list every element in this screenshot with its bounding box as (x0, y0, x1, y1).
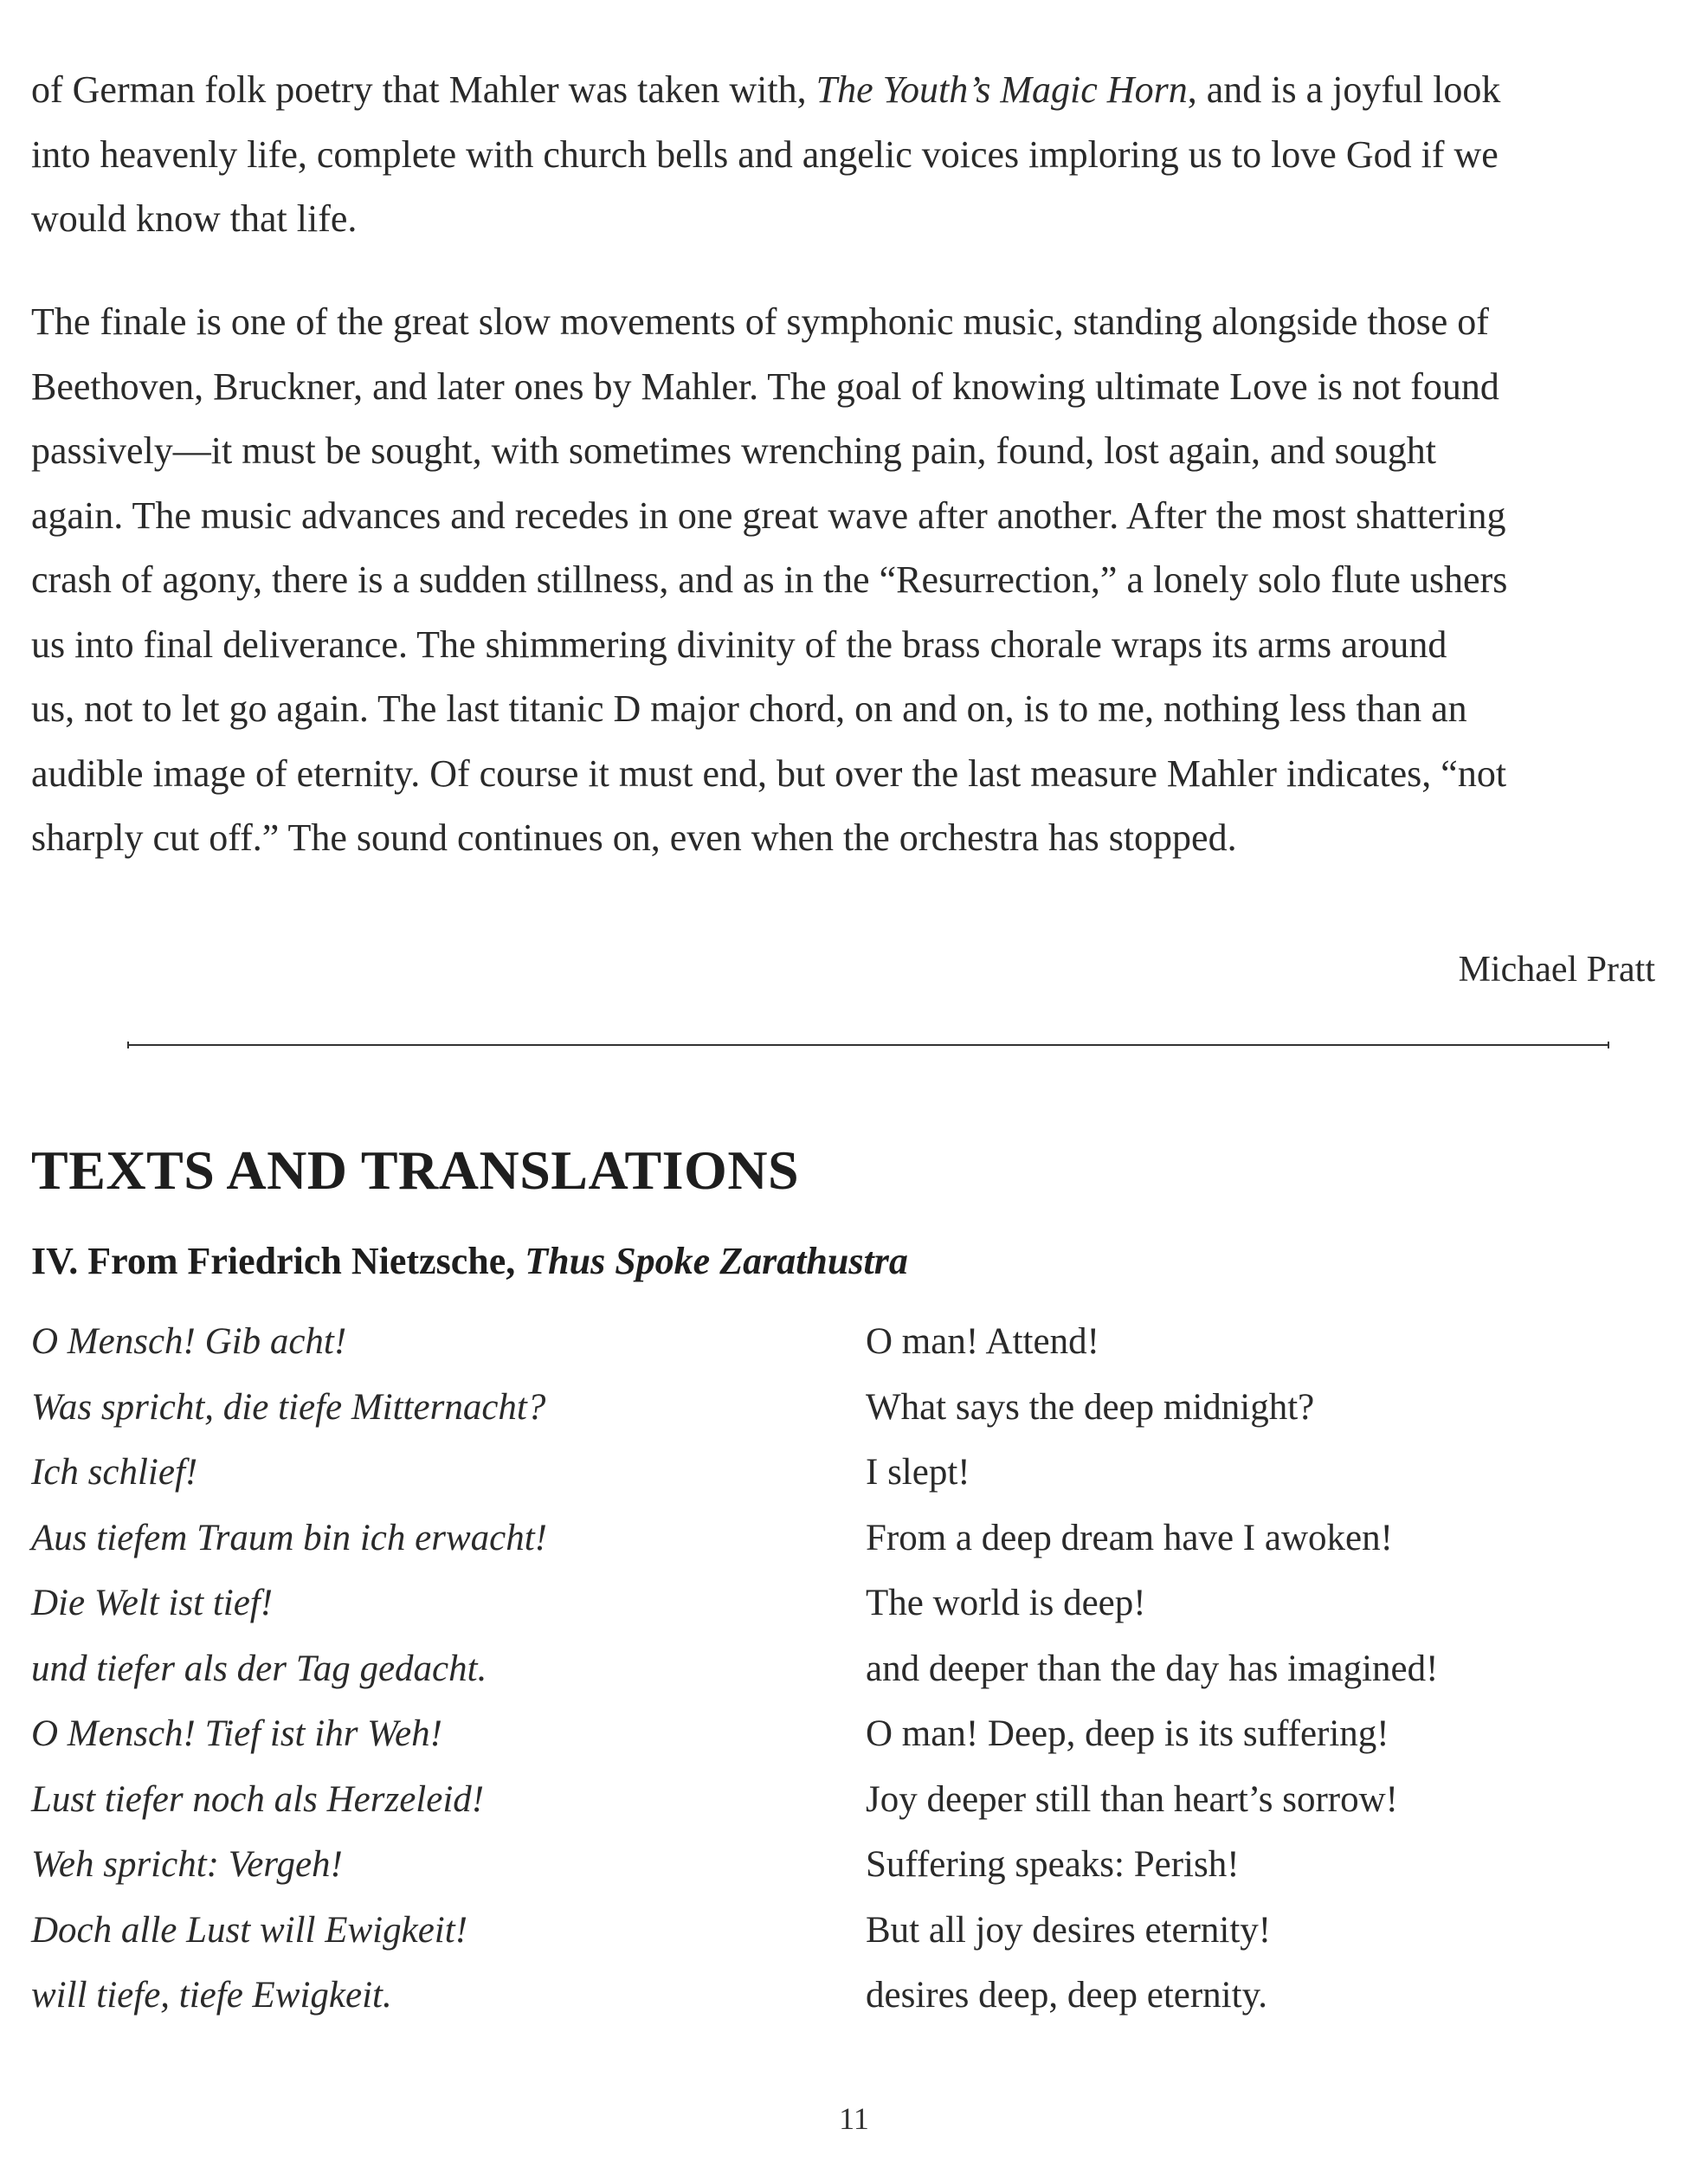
paragraph-line: us, not to let go again. The last titanic D major chord, on and on, is to me, nothing less than an (31, 687, 1467, 730)
paragraph-line: sharply cut off.” The sound continues on, even when the orchestra has stopped. (31, 816, 1237, 859)
english-verse-line: O man! Deep, deep is its suffering! (866, 1713, 1389, 1754)
english-verse-line: desires deep, deep eternity. (866, 1975, 1268, 2016)
english-verse-line: From a deep dream have I awoken! (866, 1517, 1393, 1558)
german-verse-line: Lust tiefer noch als Herzeleid! (31, 1778, 485, 1820)
paragraph-line: The finale is one of the great slow movements of symphonic music, standing alongside those of (31, 300, 1489, 343)
line-text: , and is a joyful look (1187, 68, 1501, 111)
paragraph-line: us into final deliverance. The shimmering divinity of the brass chorale wraps its arms around (31, 623, 1447, 666)
german-text-column (31, 1309, 547, 2029)
movement-source: IV. From Friedrich Nietzsche, (31, 1240, 525, 1282)
paragraph-line: audible image of eternity. Of course it must end, but over the last measure Mahler indicates, “not (31, 752, 1507, 795)
german-verse-line: Was spricht, die tiefe Mitternacht? (31, 1386, 546, 1428)
english-verse-line: O man! Attend! (866, 1321, 1099, 1362)
english-verse-line: The world is deep! (866, 1583, 1146, 1623)
english-verse-line: Joy deeper still than heart’s sorrow! (866, 1778, 1398, 1820)
german-verse-line: Ich schlief! (31, 1452, 198, 1493)
english-translation-column (866, 1309, 1438, 2029)
paragraph-line (31, 58, 1676, 123)
english-verse-line: But all joy desires eternity! (866, 1909, 1272, 1951)
german-verse-line: O Mensch! Gib acht! (31, 1321, 347, 1362)
german-verse-line: Weh spricht: Vergeh! (31, 1844, 343, 1885)
paragraph-line: again. The music advances and recedes in one great wave after another. After the most shattering (31, 494, 1506, 537)
intro-paragraph (31, 58, 1676, 252)
movement-work-title: Thus Spoke Zarathustra (525, 1240, 908, 1282)
german-verse-line: Die Welt ist tief! (31, 1583, 274, 1623)
page-number: 11 (839, 2101, 869, 2136)
english-verse-line: What says the deep midnight? (866, 1386, 1315, 1428)
german-verse-line: Aus tiefem Traum bin ich erwacht! (31, 1517, 547, 1558)
german-verse-line: Doch alle Lust will Ewigkeit! (31, 1909, 468, 1951)
line-text: of German folk poetry that Mahler was taken with, (31, 68, 816, 111)
song-collection-title: The Youth’s Magic Horn (815, 68, 1188, 111)
english-verse-line: I slept! (866, 1452, 970, 1493)
paragraph-line: crash of agony, there is a sudden stillness, and as in the “Resurrection,” a lonely solo flute ushers (31, 558, 1508, 601)
english-verse-line: Suffering speaks: Perish! (866, 1844, 1240, 1885)
paragraph-line: Beethoven, Bruckner, and later ones by Mahler. The goal of knowing ultimate Love is not found (31, 364, 1499, 408)
finale-paragraph (31, 290, 1676, 871)
movement-heading (31, 1235, 908, 1287)
german-verse-line: und tiefer als der Tag gedacht. (31, 1648, 487, 1689)
english-verse-line: and deeper than the day has imagined! (866, 1648, 1439, 1689)
paragraph-line: passively—it must be sought, with sometimes wrenching pain, found, lost again, and sought (31, 429, 1436, 472)
german-verse-line: will tiefe, tiefe Ewigkeit. (31, 1975, 392, 2016)
paragraph-line: into heavenly life, complete with church bells and angelic voices imploring us to love God if we (31, 132, 1499, 176)
section-divider (127, 1044, 1609, 1046)
paragraph-line: would know that life. (31, 197, 358, 240)
author-signature: Michael Pratt (1458, 950, 1655, 990)
section-title: TEXTS AND TRANSLATIONS (31, 1139, 800, 1201)
german-verse-line: O Mensch! Tief ist ihr Weh! (31, 1713, 442, 1754)
